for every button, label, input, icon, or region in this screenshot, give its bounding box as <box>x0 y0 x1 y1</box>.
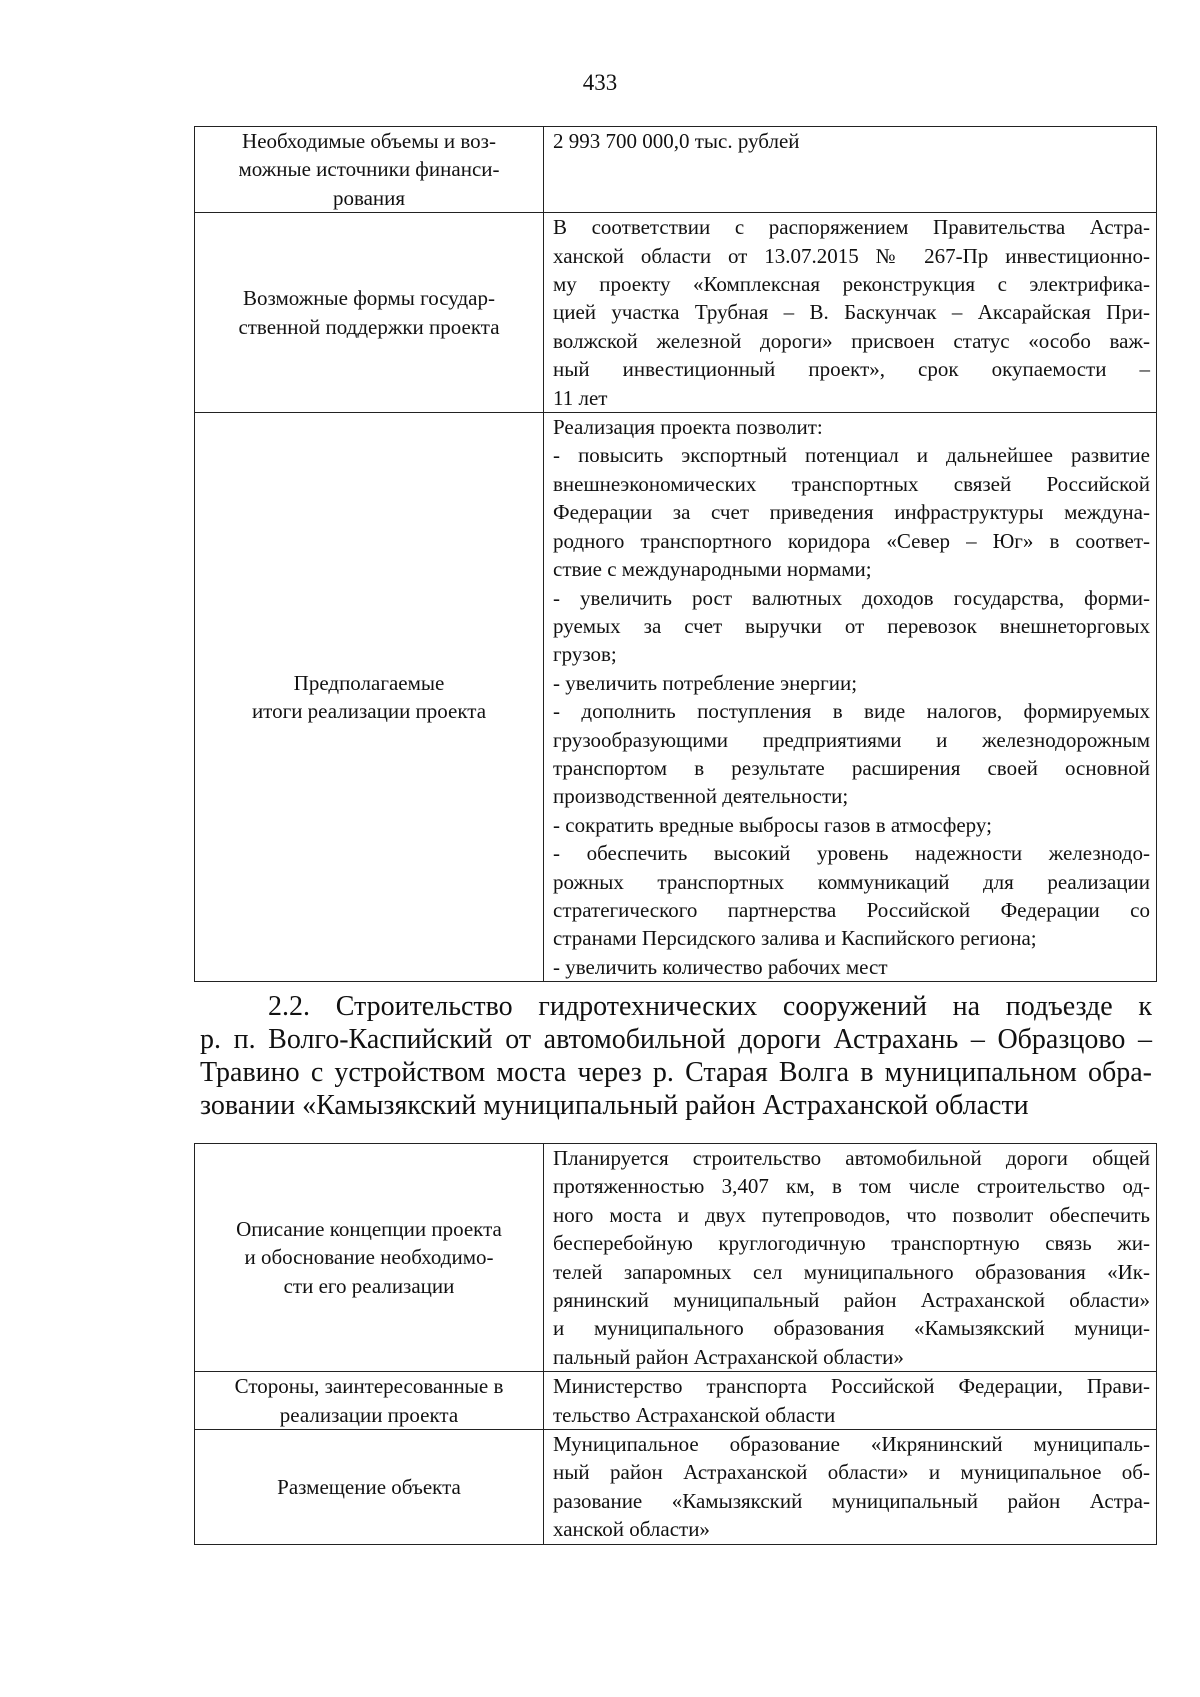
heading-line: Травино с устройством моста через р. Старая Волга в муниципальном обра- <box>200 1057 1152 1088</box>
value-line: транспортом в результате расширения своей основной <box>553 755 1150 780</box>
label-line: сти его реализации <box>283 1273 455 1298</box>
value-line: Федерации за счет приведения инфраструктуры междуна- <box>553 500 1150 525</box>
value-line: ный инвестиционный проект», срок окупаемости – <box>553 357 1150 382</box>
value-line: внешнеэкономических транспортных связей Российской <box>553 471 1150 496</box>
table-row <box>195 127 1157 213</box>
value-line: производственной деятельности; <box>553 784 849 809</box>
value-line: ханской области от 13.07.2015 № 267-Пр инвестиционно- <box>553 243 1150 268</box>
value-line: протяженностью 3,407 км, в том числе строительство од- <box>553 1174 1150 1199</box>
row-value-concept <box>544 1144 1157 1372</box>
value-line: рожных транспортных коммуникаций для реализации <box>553 869 1150 894</box>
table-row <box>195 213 1157 413</box>
label-line: и обоснование необходимо- <box>244 1245 494 1270</box>
value-line: - повысить экспортный потенциал и дальнейшее развитие <box>553 443 1150 468</box>
value-line: В соответствии с распоряжением Правительства Астра- <box>553 215 1150 240</box>
value-line: цией участка Трубная – В. Баскунчак – Аксарайская При- <box>553 300 1150 325</box>
project-table-2 <box>194 1143 1157 1545</box>
value-line: му проекту «Комплексная реконструкция с электрифика- <box>553 272 1150 297</box>
label-line: Размещение объекта <box>277 1474 461 1499</box>
heading-line: р. п. Волго-Каспийский от автомобильной дороги Астрахань – Образцово – <box>200 1024 1152 1055</box>
row-label-state-support <box>195 213 544 413</box>
value-line: - увеличить количество рабочих мест <box>553 954 888 979</box>
row-value-financing <box>544 127 1157 213</box>
value-line: 2 993 700 000,0 тыс. рублей <box>553 129 800 153</box>
table-row <box>195 1430 1157 1545</box>
value-line: ханской области» <box>553 1517 710 1542</box>
label-line: итоги реализации проекта <box>251 699 487 724</box>
value-line: ствие с международными нормами; <box>553 557 872 582</box>
value-line: и муниципального образования «Камызякский муници- <box>553 1316 1150 1341</box>
label-line: реализации проекта <box>279 1402 459 1427</box>
value-line: телей запаромных сел муниципального образования «Ик- <box>553 1259 1150 1284</box>
value-line: волжской железной дороги» присвоен статус «особо важ- <box>553 328 1150 353</box>
section-heading <box>200 990 1152 1122</box>
value-line: - дополнить поступления в виде налогов, формируемых <box>553 699 1150 724</box>
page-number: 433 <box>582 70 618 95</box>
row-value-location <box>544 1430 1157 1545</box>
row-label-expected-results <box>195 413 544 982</box>
value-line: родного транспортного коридора «Север – Юг» в соответ- <box>553 528 1150 553</box>
value-line: руемых за счет выручки от перевозок внешнеторговых <box>553 613 1150 638</box>
value-line: - увеличить рост валютных доходов государства, форми- <box>553 585 1150 610</box>
row-value-expected-results <box>544 413 1157 982</box>
value-line: рянинский муниципальный район Астраханской области» <box>553 1288 1150 1313</box>
value-line: Планируется строительство автомобильной дороги общей <box>553 1146 1150 1170</box>
value-line: пальный район Астраханской области» <box>553 1344 904 1369</box>
value-line: странами Персидского залива и Каспийского региона; <box>553 926 1037 951</box>
table-row <box>195 1144 1157 1372</box>
value-line: ного моста и двух путепроводов, что позволит обеспечить <box>553 1202 1150 1227</box>
heading-line: зовании «Камызякский муниципальный район Астраханской области <box>200 1090 1029 1121</box>
label-line: Необходимые объемы и воз- <box>242 129 496 153</box>
label-line: Описание концепции проекта <box>236 1217 502 1242</box>
value-line: 11 лет <box>553 385 608 410</box>
row-label-financing <box>195 127 544 213</box>
label-line: рования <box>332 185 406 210</box>
value-line: стратегического партнерства Российской Федерации со <box>553 897 1150 922</box>
table-row <box>195 1372 1157 1430</box>
row-label-stakeholders <box>195 1372 544 1430</box>
value-line: Реализация проекта позволит: <box>553 415 823 440</box>
value-line: бесперебойную круглогодичную транспортную связь жи- <box>553 1231 1150 1256</box>
value-line: - увеличить потребление энергии; <box>553 670 858 695</box>
label-line: Стороны, заинтересованные в <box>234 1374 504 1399</box>
row-value-stakeholders <box>544 1372 1157 1430</box>
value-line: - сократить вредные выбросы газов в атмосферу; <box>553 812 992 837</box>
value-line: грузов; <box>553 642 617 667</box>
value-line: разование «Камызякский муниципальный район Астра- <box>553 1488 1150 1513</box>
value-line: - обеспечить высокий уровень надежности железнодо- <box>553 841 1150 866</box>
value-line: Муниципальное образование «Икрянинский муниципаль- <box>553 1432 1150 1457</box>
row-value-state-support <box>544 213 1157 413</box>
label-line: можные источники финанси- <box>238 157 500 182</box>
table-row <box>195 413 1157 982</box>
project-table-1 <box>194 126 1157 982</box>
value-line: грузообразующими предприятиями и железнодорожным <box>553 727 1150 752</box>
value-line: тельство Астраханской области <box>553 1402 836 1427</box>
label-line: Возможные формы государ- <box>243 286 495 311</box>
row-label-concept <box>195 1144 544 1372</box>
value-line: Министерство транспорта Российской Федерации, Прави- <box>553 1374 1150 1399</box>
label-line: ственной поддержки проекта <box>238 314 500 339</box>
row-label-location <box>195 1430 544 1545</box>
label-line: Предполагаемые <box>293 670 445 695</box>
value-line: ный район Астраханской области» и муниципальное об- <box>553 1460 1150 1485</box>
heading-line: 2.2. Строительство гидротехнических сооружений на подъезде к <box>268 991 1152 1022</box>
